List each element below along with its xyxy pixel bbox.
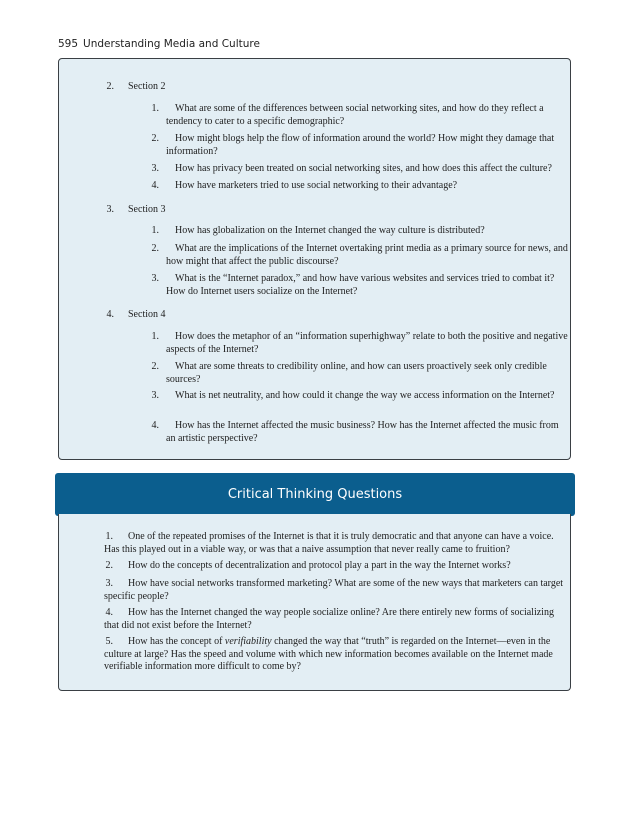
question-text-part: How has the concept of <box>128 636 225 647</box>
critical-thinking-box <box>58 514 571 691</box>
question-text: How has the Internet affected the music business? How has the Internet affected the music from an artistic perspective? <box>166 420 559 444</box>
review-questions-box <box>58 58 571 460</box>
question-text: How does the metaphor of an “information superhighway” relate to both the positive and negative aspects of the Internet? <box>166 331 568 355</box>
question-number: 2. <box>151 133 159 144</box>
question-text <box>104 636 566 674</box>
question-item <box>150 163 570 176</box>
critical-question-item <box>104 531 566 556</box>
page-header <box>58 38 260 50</box>
question-text: How do the concepts of decentralization and protocol play a part in the way the Internet works? <box>128 560 511 571</box>
question-item <box>150 243 570 268</box>
question-number: 2. <box>151 361 159 372</box>
section-number: 2. <box>106 81 114 92</box>
question-number: 5. <box>105 636 113 647</box>
question-item <box>150 225 570 238</box>
section-label: Section 2 <box>128 81 166 92</box>
question-text: How have marketers tried to use social networking to their advantage? <box>175 180 458 191</box>
question-text: How has privacy been treated on social networking sites, and how does this affect the culture? <box>175 163 552 174</box>
question-number: 1. <box>105 531 113 542</box>
question-text: How have social networks transformed marketing? What are some of the new ways that marketers can target specific people? <box>104 578 564 602</box>
book-title: Understanding Media and Culture <box>83 38 260 50</box>
section-number: 3. <box>106 204 114 215</box>
critical-question-item <box>104 560 566 573</box>
question-number: 3. <box>151 390 159 401</box>
question-text-emphasis: verifiability <box>224 636 272 647</box>
question-text: How has the Internet changed the way people socialize online? Are there entirely new forms of socializing that did not exist before the Internet? <box>104 607 554 631</box>
question-number: 3. <box>105 578 113 589</box>
question-item <box>150 273 570 298</box>
question-item <box>150 133 570 158</box>
page-number: 595 <box>58 38 79 50</box>
question-item <box>150 420 570 445</box>
question-number: 1. <box>151 225 159 236</box>
question-text-part: changed the way that “truth” is regarded on the Internet—even in the culture at large? Has the speed and volume with which new information becomes available on the Internet made verifiable information more difficult to come by? <box>104 636 553 672</box>
question-item <box>150 331 570 356</box>
question-text: What are the implications of the Internet overtaking print media as a primary source for news, and how might that affect the public discourse? <box>166 243 568 267</box>
critical-question-item <box>104 636 566 674</box>
question-number: 3. <box>151 273 159 284</box>
question-number: 2. <box>151 243 159 254</box>
critical-question-item <box>104 607 566 632</box>
question-text: How might blogs help the flow of information around the world? How might they damage that information? <box>166 133 555 157</box>
section-label: Section 3 <box>128 204 166 215</box>
critical-thinking-header: Critical Thinking Questions <box>55 473 575 516</box>
question-number: 4. <box>105 607 113 618</box>
section-label: Section 4 <box>128 309 166 320</box>
question-number: 2. <box>105 560 113 571</box>
question-text: What is net neutrality, and how could it change the way we access information on the Internet? <box>175 390 555 401</box>
question-item <box>150 103 570 128</box>
question-number: 1. <box>151 103 159 114</box>
question-text: How has globalization on the Internet changed the way culture is distributed? <box>175 225 485 236</box>
question-text: What is the “Internet paradox,” and how have various websites and services tried to combat it? How do Internet users socialize on the Internet? <box>166 273 555 297</box>
question-item <box>150 361 570 386</box>
question-text: What are some threats to credibility online, and how can users proactively seek only credible sources? <box>166 361 547 385</box>
question-text: One of the repeated promises of the Internet is that it is truly democratic and that anyone can have a voice. Has this played out in a viable way, or was that a naive assumption that never really came to fruition? <box>104 531 554 555</box>
question-number: 1. <box>151 331 159 342</box>
critical-question-item <box>104 578 566 603</box>
question-number: 4. <box>151 180 159 191</box>
question-item <box>150 180 570 193</box>
question-number: 4. <box>151 420 159 431</box>
question-number: 3. <box>151 163 159 174</box>
question-text: What are some of the differences between social networking sites, and how do they reflect a tendency to cater to a specific demographic? <box>166 103 544 127</box>
question-item <box>150 390 570 403</box>
section-number: 4. <box>106 309 114 320</box>
